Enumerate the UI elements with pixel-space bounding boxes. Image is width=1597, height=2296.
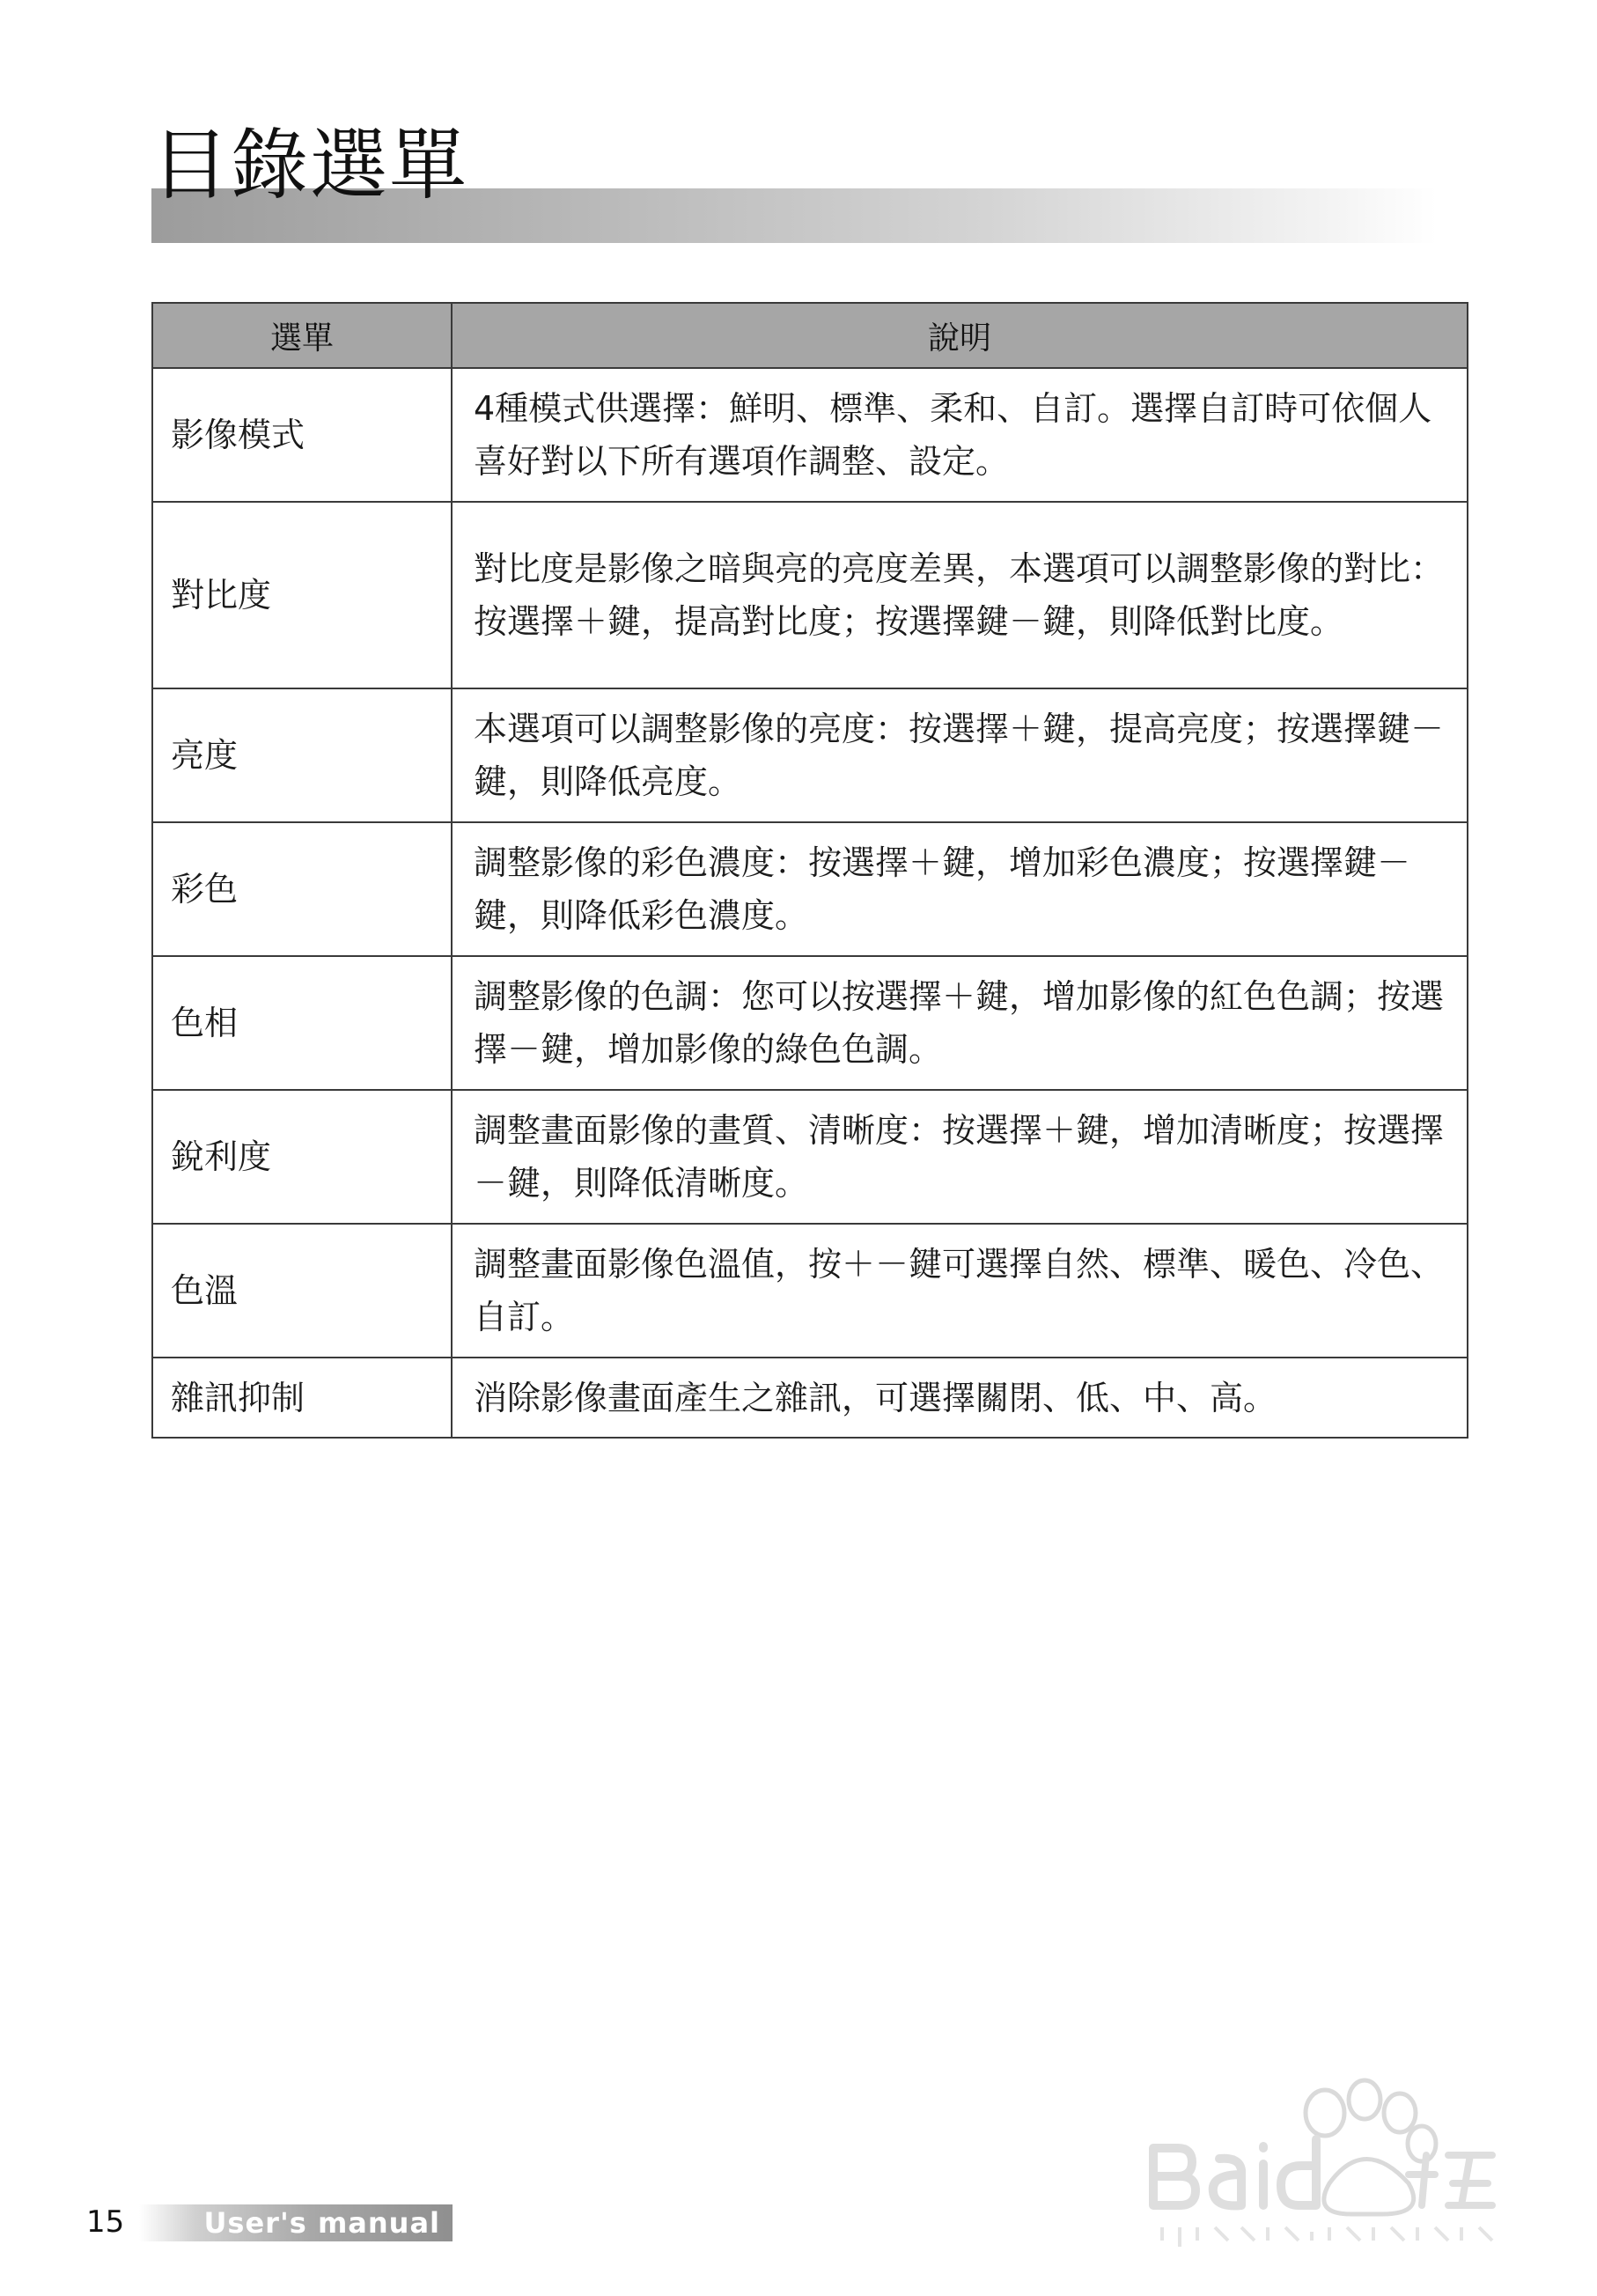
row-name: 銳利度 bbox=[152, 1090, 452, 1224]
row-description: 調整畫面影像色溫值，按＋－鍵可選擇自然、標準、暖色、冷色、自訂。 bbox=[452, 1224, 1468, 1358]
table-row bbox=[152, 1224, 1468, 1358]
page-number: 15 bbox=[86, 2204, 125, 2240]
table-row bbox=[152, 822, 1468, 956]
row-name: 影像模式 bbox=[152, 368, 452, 502]
page-title: 目錄選單 bbox=[151, 120, 469, 210]
row-name: 色相 bbox=[152, 956, 452, 1090]
baidu-jingyan-watermark-logo bbox=[1144, 2051, 1514, 2254]
row-description: 本選項可以調整影像的亮度：按選擇＋鍵，提高亮度；按選擇鍵－鍵，則降低亮度。 bbox=[452, 688, 1468, 822]
row-name: 對比度 bbox=[152, 502, 452, 688]
row-name: 彩色 bbox=[152, 822, 452, 956]
table-row bbox=[152, 502, 1468, 688]
menu-settings-table bbox=[151, 302, 1468, 1439]
row-description: 4種模式供選擇：鮮明、標準、柔和、自訂。選擇自訂時可依個人喜好對以下所有選項作調整、設定。 bbox=[452, 368, 1468, 502]
row-description: 消除影像畫面產生之雜訊，可選擇關閉、低、中、高。 bbox=[452, 1358, 1468, 1438]
table-row bbox=[152, 1090, 1468, 1224]
table-row bbox=[152, 956, 1468, 1090]
header-menu: 選單 bbox=[152, 303, 452, 368]
row-description: 對比度是影像之暗與亮的亮度差異，本選項可以調整影像的對比：按選擇＋鍵，提高對比度；按選擇鍵－鍵，則降低對比度。 bbox=[452, 502, 1468, 688]
footer-manual-label: User's manual bbox=[139, 2204, 453, 2241]
table-row bbox=[152, 1358, 1468, 1438]
table-header-row bbox=[152, 303, 1468, 368]
row-description: 調整影像的彩色濃度：按選擇＋鍵，增加彩色濃度；按選擇鍵－鍵，則降低彩色濃度。 bbox=[452, 822, 1468, 956]
table-row bbox=[152, 368, 1468, 502]
row-name: 雜訊抑制 bbox=[152, 1358, 452, 1438]
row-description: 調整畫面影像的畫質、清晰度：按選擇＋鍵，增加清晰度；按選擇－鍵，則降低清晰度。 bbox=[452, 1090, 1468, 1224]
table-row bbox=[152, 688, 1468, 822]
header-description: 說明 bbox=[452, 303, 1468, 368]
row-description: 調整影像的色調：您可以按選擇＋鍵，增加影像的紅色色調；按選擇－鍵，增加影像的綠色色調。 bbox=[452, 956, 1468, 1090]
row-name: 亮度 bbox=[152, 688, 452, 822]
row-name: 色溫 bbox=[152, 1224, 452, 1358]
